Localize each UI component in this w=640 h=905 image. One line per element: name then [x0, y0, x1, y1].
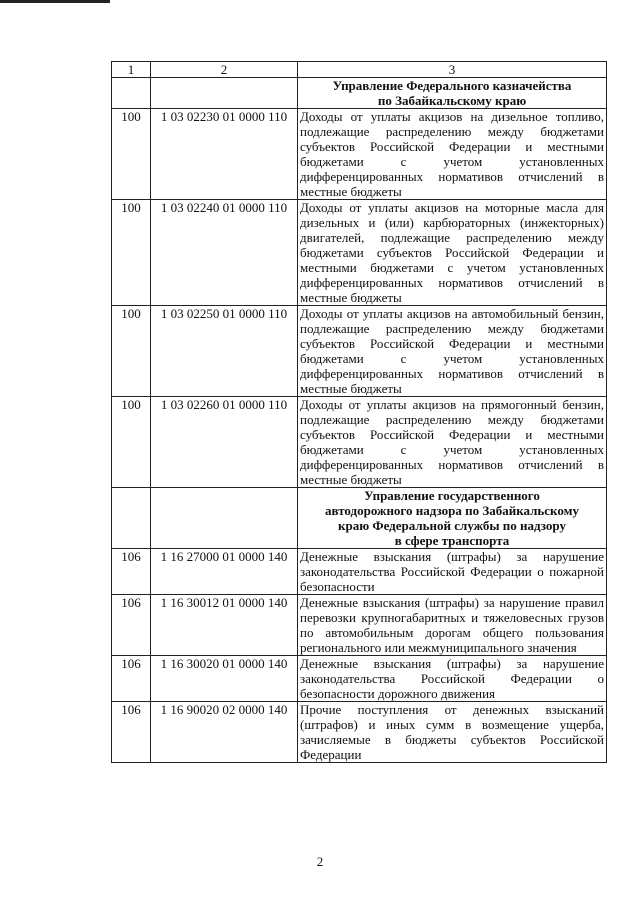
admin-code-cell: 106: [112, 549, 151, 595]
section-title-line: в сфере транспорта: [394, 533, 510, 548]
column-number-3: 3: [298, 62, 607, 78]
table-row: [112, 109, 607, 200]
table-row: [112, 549, 607, 595]
admin-code-cell: 106: [112, 656, 151, 702]
revenue-name-cell: Доходы от уплаты акцизов на дизельное топливо, подлежащие распределению между бюджетами субъектов Российской Федерации и местными бюджетами с учетом установленных дифференцированных нормативов отчислений в местные бюджеты: [298, 109, 607, 200]
column-number-1: 1: [112, 62, 151, 78]
revenue-codes-table: [111, 61, 607, 763]
section-title-line: по Забайкальскому краю: [377, 93, 527, 108]
table-row: [112, 306, 607, 397]
empty-cell: [151, 488, 298, 549]
section-title-line: автодорожного надзора по Забайкальскому: [325, 503, 579, 518]
revenue-name-cell: Доходы от уплаты акцизов на автомобильный бензин, подлежащие распределению между бюджетами субъектов Российской Федерации и местными бюджетами с учетом установленных дифференцированных нормативов отчислений в местные бюджеты: [298, 306, 607, 397]
revenue-name-cell: Доходы от уплаты акцизов на прямогонный бензин, подлежащие распределению между бюджетами субъектов Российской Федерации и местными бюджетами с учетом установленных дифференцированных нормативов отчислений в местные бюджеты: [298, 397, 607, 488]
top-rule: [0, 0, 110, 3]
table-row: [112, 397, 607, 488]
admin-code-cell: 100: [112, 397, 151, 488]
budget-code-cell: 1 16 27000 01 0000 140: [151, 549, 298, 595]
revenue-name-cell: Денежные взыскания (штрафы) за нарушение законодательства Российской Федерации о пожарной безопасности: [298, 549, 607, 595]
table-row: [112, 200, 607, 306]
admin-code-cell: 100: [112, 109, 151, 200]
admin-code-cell: 100: [112, 200, 151, 306]
page-number: 2: [316, 854, 324, 869]
empty-cell: [112, 78, 151, 109]
table-row: [112, 656, 607, 702]
section-title: [298, 78, 607, 109]
empty-cell: [151, 78, 298, 109]
section-title-row: [112, 78, 607, 109]
admin-code-cell: 106: [112, 595, 151, 656]
admin-code-cell: 106: [112, 702, 151, 763]
budget-code-cell: 1 16 30020 01 0000 140: [151, 656, 298, 702]
table-row: [112, 702, 607, 763]
table-row: [112, 595, 607, 656]
revenue-name-cell: Доходы от уплаты акцизов на моторные масла для дизельных и (или) карбюраторных (инжекторных) двигателей, подлежащие распределению между бюджетами субъектов Российской Федерации и местными бюджетами с учетом установленных дифференцированных нормативов отчислений в местные бюджеты: [298, 200, 607, 306]
budget-code-cell: 1 03 02250 01 0000 110: [151, 306, 298, 397]
revenue-name-cell: Прочие поступления от денежных взысканий (штрафов) и иных сумм в возмещение ущерба, зачисляемые в бюджеты субъектов Российской Федерации: [298, 702, 607, 763]
budget-code-cell: 1 03 02240 01 0000 110: [151, 200, 298, 306]
column-number-row: [112, 62, 607, 78]
section-title-line: Управление государственного: [364, 488, 540, 503]
budget-code-cell: 1 16 30012 01 0000 140: [151, 595, 298, 656]
column-number-2: 2: [151, 62, 298, 78]
revenue-name-cell: Денежные взыскания (штрафы) за нарушение законодательства Российской Федерации о безопасности дорожного движения: [298, 656, 607, 702]
section-title-line: Управление Федерального казначейства: [332, 78, 572, 93]
empty-cell: [112, 488, 151, 549]
section-title-row: [112, 488, 607, 549]
budget-code-cell: 1 16 90020 02 0000 140: [151, 702, 298, 763]
section-title-line: краю Федеральной службы по надзору: [338, 518, 566, 533]
budget-code-cell: 1 03 02230 01 0000 110: [151, 109, 298, 200]
revenue-name-cell: Денежные взыскания (штрафы) за нарушение правил перевозки крупногабаритных и тяжеловесных грузов по автомобильным дорогам общего пользования регионального или межмуниципального значения: [298, 595, 607, 656]
budget-code-cell: 1 03 02260 01 0000 110: [151, 397, 298, 488]
section-title: [298, 488, 607, 549]
admin-code-cell: 100: [112, 306, 151, 397]
